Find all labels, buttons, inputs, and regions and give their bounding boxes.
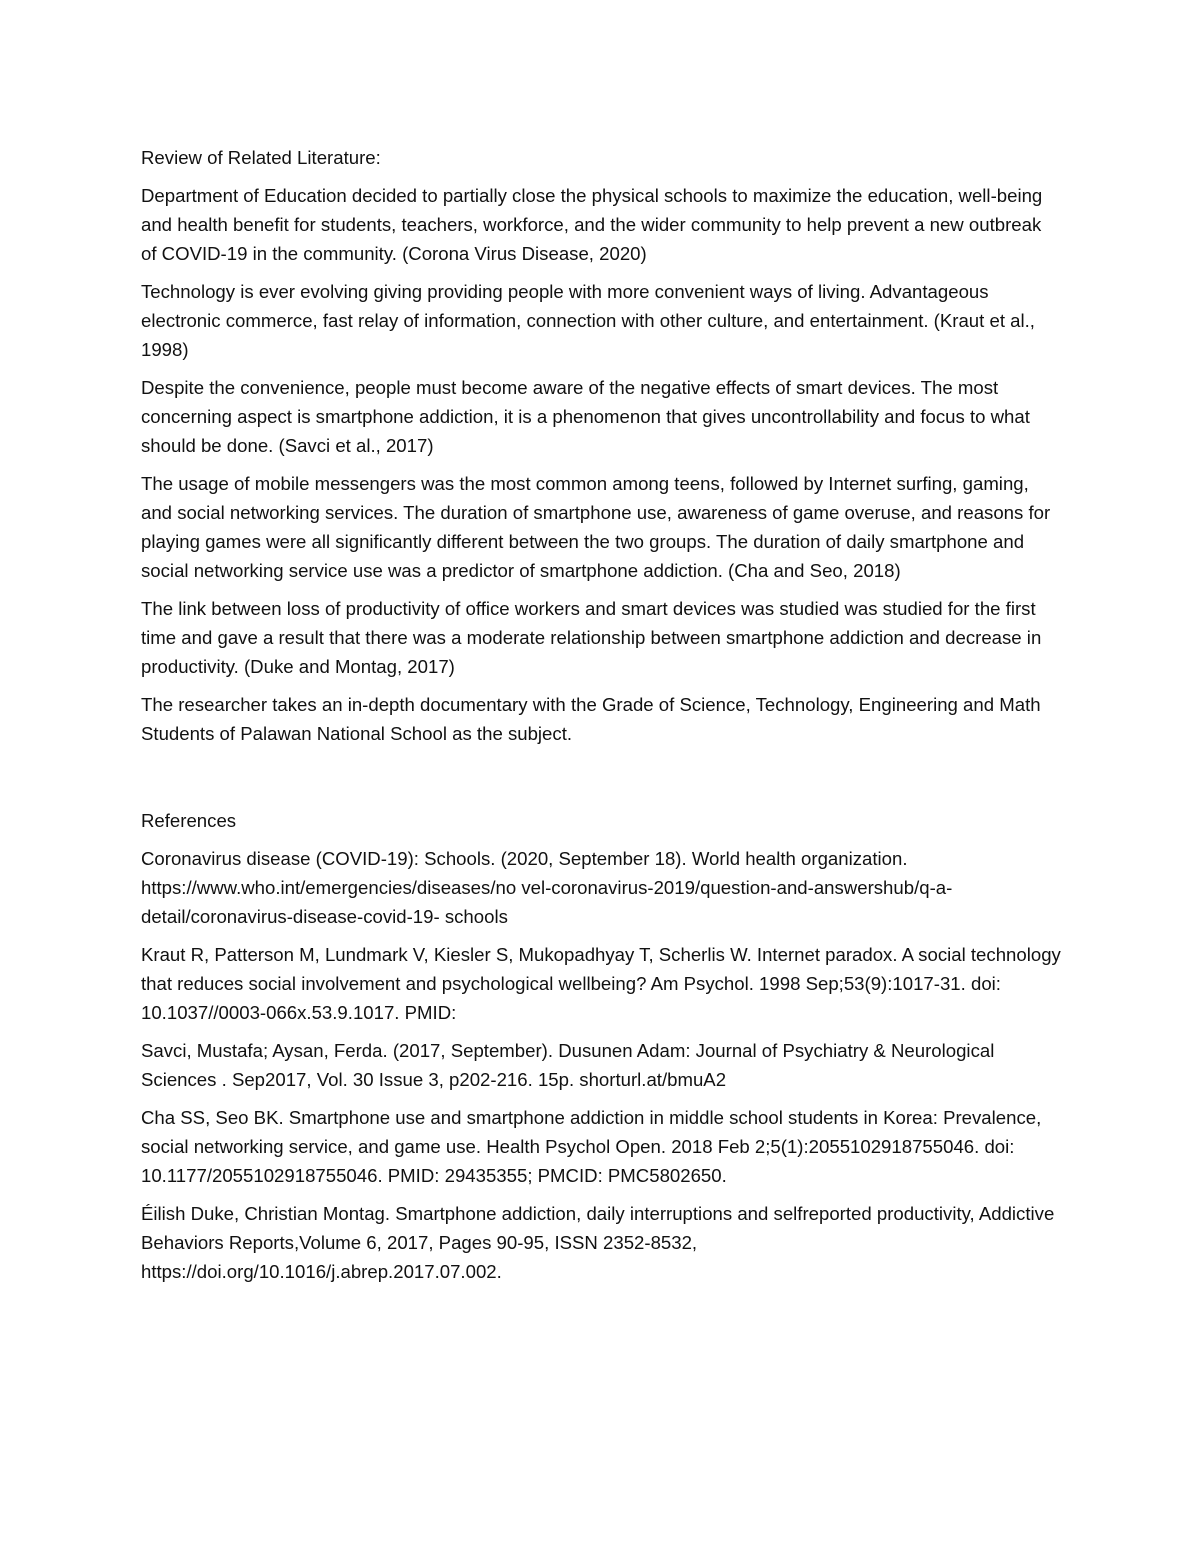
paragraph-productivity: The link between loss of productivity of office workers and smart devices was studied was studied for the first time and gave a result that there was a moderate relationship between smartphone addiction and decrease in productivity. (Duke and Montag, 2017) [141,598,1042,677]
review-heading: Review of Related Literature: [141,147,381,168]
reference-duke: Éilish Duke, Christian Montag. Smartphone addiction, daily interruptions and selfreported productivity, Addictive Behaviors Reports,Volume 6, 2017, Pages 90-95, ISSN 2352-8532, https://doi.org/10.1016/j.abrep.2017.07.002. [141,1203,1055,1282]
paragraph-researcher: The researcher takes an in-depth documentary with the Grade of Science, Technology, Engineering and Math Students of Palawan National School as the subject. [141,694,1041,744]
reference-cha: Cha SS, Seo BK. Smartphone use and smartphone addiction in middle school students in Korea: Prevalence, social networking service, and game use. Health Psychol Open. 2018 Feb 2;5(1):2055102918755046. doi: 10.1177/2055102918755046. PMID: 29435355; PMCID: PMC5802650. [141,1107,1042,1186]
paragraph-negative-effects: Despite the convenience, people must become aware of the negative effects of smart devices. The most concerning aspect is smartphone addiction, it is a phenomenon that gives uncontrollability and focus to what should be done. (Savci et al., 2017) [141,377,1030,456]
document-content [141,143,1061,1295]
paragraph-technology: Technology is ever evolving giving providing people with more convenient ways of living. Advantageous electronic commerce, fast relay of information, connection with other culture, and entertainment. (Kraut et al., 1998) [141,281,1035,360]
paragraph-mobile-messengers: The usage of mobile messengers was the most common among teens, followed by Internet surfing, gaming, and social networking services. The duration of smartphone use, awareness of game overuse, and reasons for playing games were all significantly different between the two groups. The duration of daily smartphone and social networking service use was a predictor of smartphone addiction. (Cha and Seo, 2018) [141,473,1051,581]
reference-kraut: Kraut R, Patterson M, Lundmark V, Kiesler S, Mukopadhyay T, Scherlis W. Internet paradox. A social technology that reduces social involvement and psychological wellbeing? Am Psychol. 1998 Sep;53(9):1017-31. doi: 10.1037//0003-066x.53.9.1017. PMID: [141,944,1061,1023]
reference-savci: Savci, Mustafa; Aysan, Ferda. (2017, September). Dusunen Adam: Journal of Psychiatry & Neurological Sciences . Sep2017, Vol. 30 Issue 3, p202-216. 15p. shorturl.at/bmuA2 [141,1040,995,1090]
paragraph-deped: Department of Education decided to partially close the physical schools to maximize the education, well-being and health benefit for students, teachers, workforce, and the wider community to help prevent a new outbreak of COVID-19 in the community. (Corona Virus Disease, 2020) [141,185,1043,264]
references-heading: References [141,810,237,831]
reference-who: Coronavirus disease (COVID-19): Schools. (2020, September 18). World health organization. https://www.who.int/emergencies/diseases/no vel-coronavirus-2019/question-and-answershub/q-a-detail/coronavirus-disease-covid-19- schools [141,848,953,927]
